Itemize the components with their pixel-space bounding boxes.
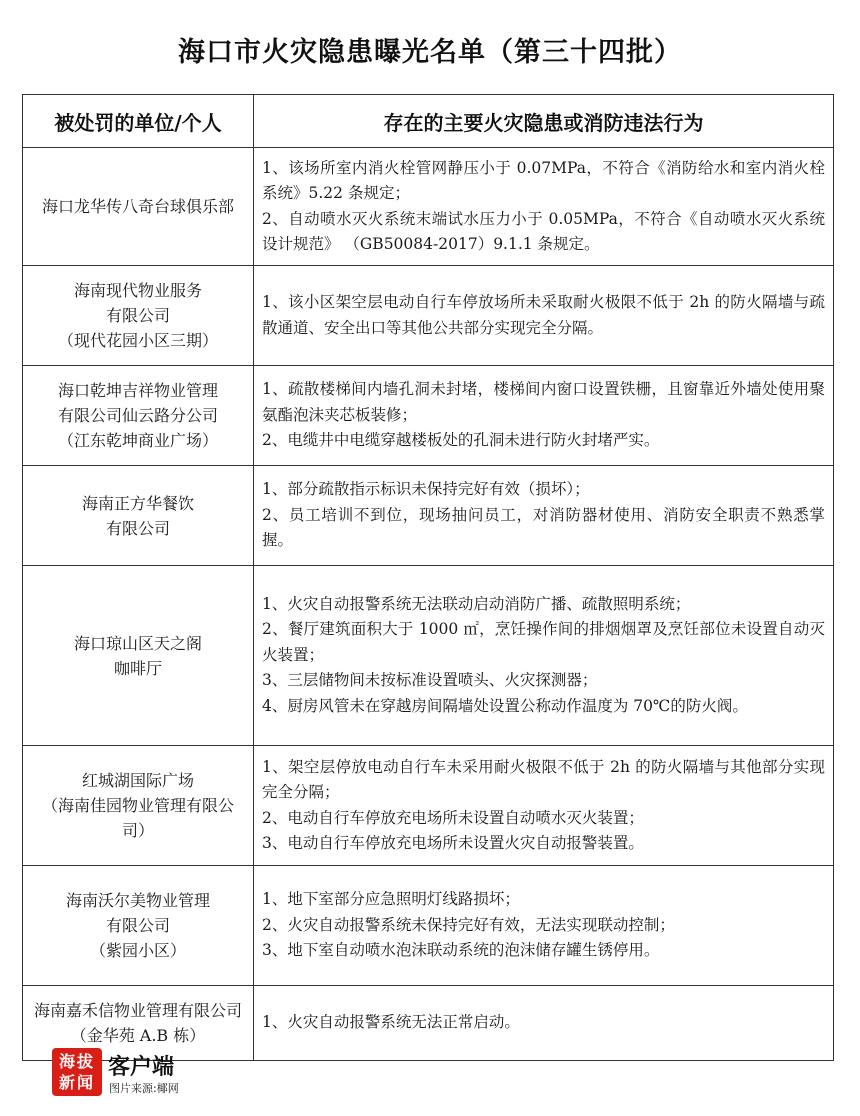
unit-cell (23, 746, 254, 866)
unit-name-line: 海南沃尔美物业管理 (65, 891, 210, 910)
issues-column-header: 存在的主要火灾隐患或消防违法行为 (254, 95, 834, 148)
issues-cell (254, 148, 834, 266)
unit-name-line: （现代花园小区三期） (57, 331, 218, 350)
unit-name-line: 咖啡厅 (113, 658, 162, 678)
issue-item: 2、火灾自动报警系统未保持完好有效，无法实现联动控制； (262, 915, 675, 934)
issue-item: 1、该小区架空层电动自行车停放场所未采取耐火极限不低于 2h 的防火隔墙与疏散通道、安全出口等其他公共部分实现完全分隔。 (262, 293, 825, 337)
brand-label: 客户端 (108, 1055, 175, 1080)
unit-name-line: 红城湖国际广场 (81, 771, 194, 790)
page-title: 海口市火灾隐患曝光名单（第三十四批） (178, 37, 682, 68)
issue-item: 3、电动自行车停放充电场所未设置火灾自动报警装置。 (262, 834, 644, 852)
issue-item: 1、部分疏散指示标识未保持完好有效（损坏）； (262, 480, 590, 499)
news-logo (52, 1048, 102, 1096)
issue-item: 2、餐厅建筑面积大于 1000 ㎡，烹饪操作间的排烟烟罩及烹饪部位未设置自动灭火装置； (262, 620, 825, 664)
unit-cell (23, 266, 254, 366)
unit-cell (23, 566, 254, 746)
unit-cell (23, 366, 254, 466)
logo-text-line: 新闻 (58, 1073, 95, 1092)
issues-cell (254, 366, 834, 466)
unit-name-line: （海南佳园物业管理有限公司） (41, 796, 234, 840)
issue-item: 2、员工培训不到位，现场抽问员工，对消防器材使用、消防安全职责不熟悉掌握。 (262, 505, 825, 550)
issue-item: 1、疏散楼梯间内墙孔洞未封堵，楼梯间内窗口设置铁栅，且窗靠近外墙处使用聚氨酯泡沫夹芯板装修； (262, 380, 825, 424)
issues-cell (254, 266, 834, 366)
unit-name-line: 海口乾坤吉祥物业管理 (57, 381, 218, 400)
issues-cell (254, 466, 834, 566)
fire-hazard-table (22, 94, 834, 1061)
unit-name-line: 海口龙华传八奇台球俱乐部 (41, 197, 234, 216)
issue-item: 1、该场所室内消火栓管网静压小于 0.07MPa，不符合《消防给水和室内消火栓系统》5.22 条规定； (262, 158, 825, 202)
issue-item: 1、架空层停放电动自行车未采用耐火极限不低于 2h 的防火隔墙与其他部分实现完全分隔； (262, 757, 825, 801)
unit-cell (23, 148, 254, 266)
unit-name-line: 有限公司 (105, 306, 170, 325)
table-row (23, 566, 834, 746)
issue-item: 1、地下室部分应急照明灯线路损坏； (262, 890, 520, 909)
issue-item: 3、三层储物间未按标准设置喷头、火灾探测器； (262, 671, 598, 690)
issue-item: 1、火灾自动报警系统无法联动启动消防广播、疏散照明系统； (262, 594, 691, 613)
table-row (23, 148, 834, 266)
unit-cell (23, 866, 254, 986)
table-row (23, 746, 834, 866)
image-source-credit: 图片来源:椰网 (109, 1082, 179, 1095)
issues-cell (254, 986, 834, 1061)
issues-cell (254, 866, 834, 986)
unit-name-line: 海口琼山区天之阁 (73, 633, 202, 653)
unit-name-line: （紫园小区） (89, 941, 186, 960)
table-row (23, 366, 834, 466)
table-row (23, 466, 834, 566)
logo-text-line: 海拔 (58, 1052, 95, 1071)
issue-item: 4、厨房风管未在穿越房间隔墙处设置公称动作温度为 70℃的防火阀。 (262, 696, 748, 715)
issues-cell (254, 746, 834, 866)
unit-name-line: 海南正方华餐饮 (81, 493, 194, 513)
unit-name-line: （江东乾坤商业广场） (57, 431, 218, 450)
unit-cell (23, 466, 254, 566)
issue-item: 1、火灾自动报警系统无法正常启动。 (262, 1013, 520, 1032)
table-row (23, 866, 834, 986)
unit-column-header: 被处罚的单位/个人 (23, 95, 254, 148)
issues-cell (254, 566, 834, 746)
issue-item: 2、电动自行车停放充电场所未设置自动喷水灭火装置； (262, 808, 644, 827)
table-row (23, 266, 834, 366)
unit-name-line: 海南现代物业服务 (73, 281, 202, 300)
table-header-row (23, 95, 834, 148)
unit-name-line: 有限公司 (105, 916, 170, 935)
unit-name-line: 有限公司 (105, 518, 170, 538)
unit-name-line: 海南嘉禾信物业管理有限公司（金华苑 A.B 栋） (33, 1001, 242, 1045)
issue-item: 3、地下室自动喷水泡沫联动系统的泡沫储存罐生锈停用。 (262, 941, 660, 960)
issue-item: 2、电缆井中电缆穿越楼板处的孔洞未进行防火封堵严实。 (262, 431, 660, 450)
issue-item: 2、自动喷水灭火系统末端试水压力小于 0.05MPa，不符合《自动喷水灭火系统设计规范》 （GB50084-2017）9.1.1 条规定。 (262, 209, 825, 253)
unit-name-line: 有限公司仙云路分公司 (57, 406, 218, 425)
